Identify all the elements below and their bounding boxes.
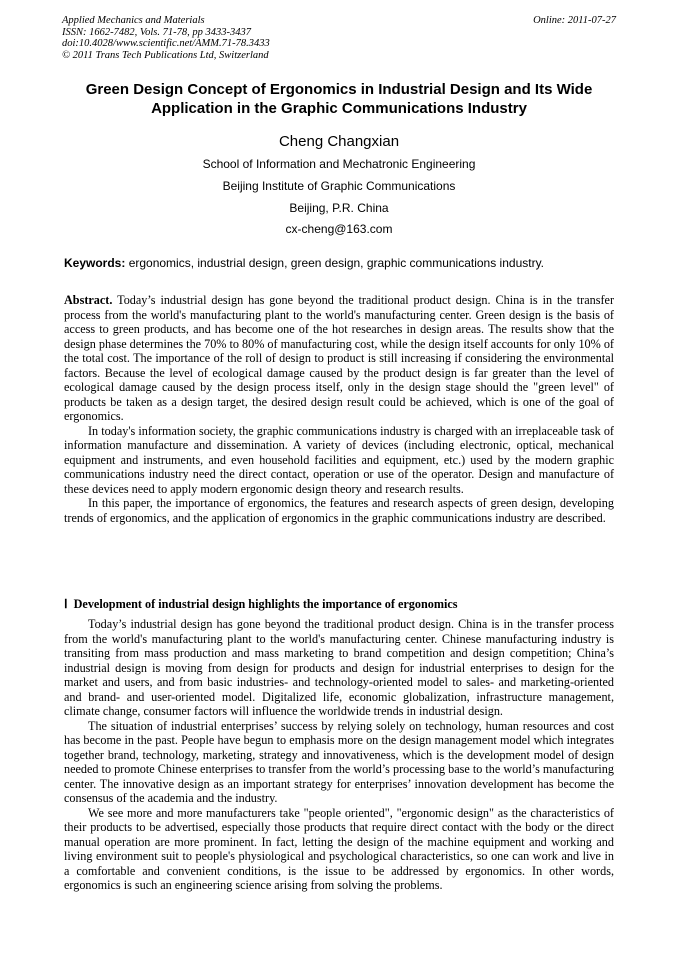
copyright-line: © 2011 Trans Tech Publications Ltd, Switzerland bbox=[62, 49, 269, 61]
keywords-label: Keywords: bbox=[64, 256, 126, 270]
abstract bbox=[64, 293, 614, 525]
abstract-label: Abstract. bbox=[64, 293, 113, 307]
affiliation-location: Beijing, P.R. China bbox=[289, 201, 389, 215]
affiliation-institute: Beijing Institute of Graphic Communications bbox=[222, 179, 456, 193]
section-1-body bbox=[64, 617, 614, 893]
title-line-2: Application in the Graphic Communications Industry bbox=[151, 100, 527, 117]
keywords bbox=[64, 256, 624, 271]
keywords-text: ergonomics, industrial design, green design, graphic communications industry. bbox=[125, 256, 545, 270]
journal-header bbox=[62, 15, 616, 61]
section-1-heading bbox=[64, 597, 614, 612]
abstract-paragraph-3: In this paper, the importance of ergonomics, the features and research aspects of green design, developing trends of ergonomics, and the application of ergonomics in the graphic communications industry are described. bbox=[64, 496, 614, 525]
abstract-paragraph-1 bbox=[64, 293, 614, 424]
abstract-paragraph-2: In today's information society, the graphic communications industry is charged with an irreplaceable task of information manufacture and dissemination. A variety of devices (including electronic, optical, mechanical equipment and instruments, and even household facilities and equipment, etc.) used by the modern graphic communications industry need the direct contact, operation or use of the operator. Design and manufacture of these devices need to apply modern ergonomic design theory and research results. bbox=[64, 423, 614, 496]
section-1-paragraph-3: We see more and more manufacturers take "people oriented", "ergonomic design" as the characteristics of their products to be advertised, especially those products that require direct contact with the body or the direct manual operation are more prominent. In fact, letting the design of the machine equipment and working and living environment suit to people's physiological and psychological characteristics, so one can work and live in a comfortable and convenient conditions, is the issue to be addressed by ergonomics. In other words, ergonomics is such an engineering science arising from solving the problems. bbox=[64, 805, 614, 892]
author-email: cx-cheng@163.com bbox=[285, 222, 393, 236]
journal-name: Applied Mechanics and Materials bbox=[62, 15, 205, 26]
section-title: Development of industrial design highlights the importance of ergonomics bbox=[73, 597, 458, 611]
section-1-paragraph-1: Today’s industrial design has gone beyond the traditional product design. China is in the transfer process from the world's manufacturing plant to the world's manufacturing center. Chinese manufacturing industry is transiting from mass production and mass marketing to brand competition and design competition; China’s industrial design is moving from design for products and design for industrial enterprises to design for the market and users, and from basic industries- and technology-oriented model to sales- and marketing-oriented and brand- and user-oriented model. Digitalized life, economic globalization, infrastructure management, climate change, consumer factors will influence the worldwide trends in industrial design. bbox=[64, 617, 614, 718]
issn-line: ISSN: 1662-7482, Vols. 71-78, pp 3433-3437 bbox=[62, 26, 251, 38]
section-1-paragraph-2: The situation of industrial enterprises’ success by relying solely on technology, human resources and cost has become in the past. People have begun to emphasis more on the design management model which integrates together brand, technology, marketing, strategy and innovativeness, which is the development model of design needed to promote Chinese enterprises to transfer from the world’s processing base to the world’s manufacturing center. The innovative design as an important strategy for enterprises’ innovation development has become the consensus of the academia and the industry. bbox=[64, 718, 614, 805]
paper-title bbox=[40, 80, 638, 118]
title-line-1: Green Design Concept of Ergonomics in Industrial Design and Its Wide bbox=[85, 81, 593, 98]
doi-line: doi:10.4028/www.scientific.net/AMM.71-78.3433 bbox=[62, 38, 270, 50]
affiliation-school: School of Information and Mechatronic Engineering bbox=[202, 157, 476, 171]
section-number: Ⅰ bbox=[64, 597, 68, 611]
abstract-text-1: Today’s industrial design has gone beyond the traditional product design. China is in the transfer process from the world's manufacturing plant to the world's manufacturing center. Green design is the basis of access to green products, and has become one of the hot researches in design areas. The results show that the design phase determines the 70% to 80% of manufacturing cost, while the design itself accounts for only 10% of the total cost. The importance of the roll of design to product is still increasing if considering the environmental factors. Because the level of ecological damage caused by the product design is far greater than the level of ecological damage caused by the design process itself, only in the design stage should the "green level" of products be taken as a design target, the desired design result could be achieved, which is one of the goal of ergonomics. bbox=[64, 293, 614, 423]
author-name: Cheng Changxian bbox=[278, 133, 400, 150]
online-date: Online: 2011-07-27 bbox=[533, 15, 616, 26]
